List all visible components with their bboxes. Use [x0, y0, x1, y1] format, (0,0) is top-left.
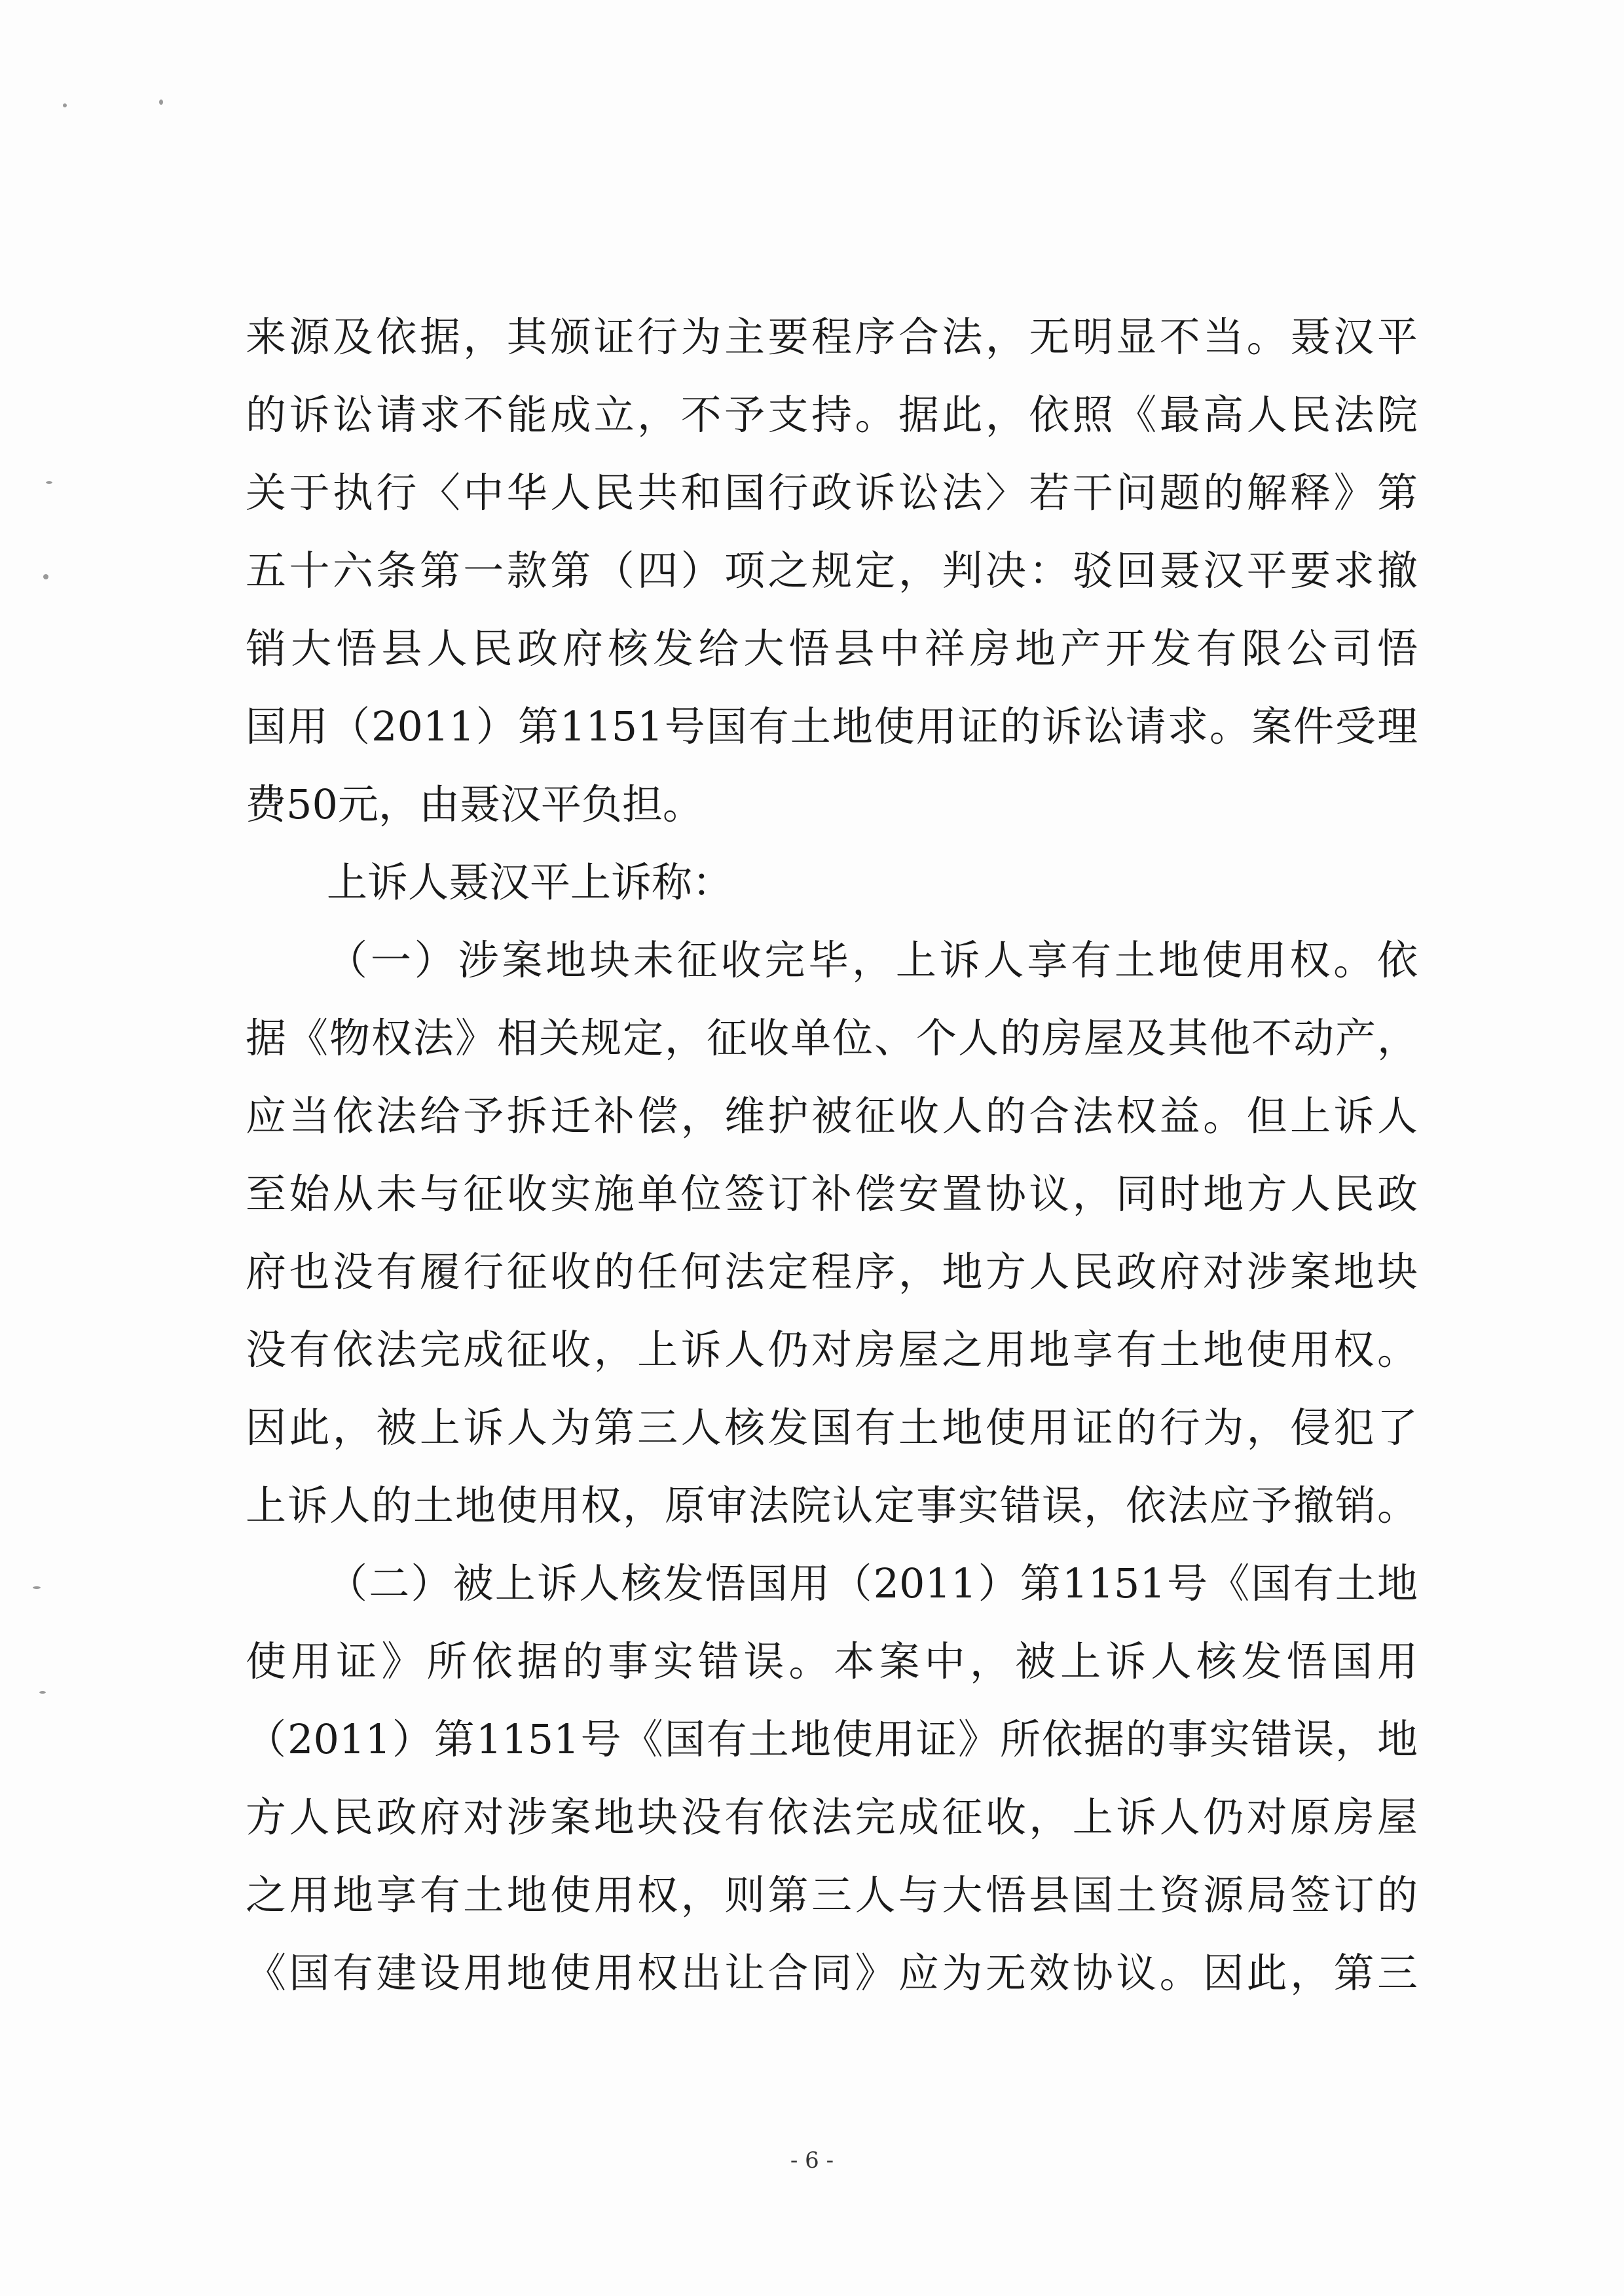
text-line: 因此，被上诉人为第三人核发国有土地使用证的行为，侵犯了	[246, 1404, 1418, 1451]
page-number: - 6 -	[790, 2147, 834, 2174]
text-line: （一）涉案地块未征收完毕，上诉人享有土地使用权。依	[327, 936, 1418, 984]
text-line: 销大悟县人民政府核发给大悟县中祥房地产开发有限公司悟	[246, 625, 1418, 672]
text-line: 关于执行〈中华人民共和国行政诉讼法〉若干问题的解释》第	[246, 469, 1418, 517]
text-line: 方人民政府对涉案地块没有依法完成征收，上诉人仍对原房屋	[246, 1793, 1418, 1841]
text-line: 《国有建设用地使用权出让合同》应为无效协议。因此，第三	[246, 1949, 1418, 1997]
text-line: 五十六条第一款第（四）项之规定，判决：驳回聂汉平要求撤	[246, 547, 1418, 594]
scan-speck	[33, 1586, 41, 1589]
text-line: （二）被上诉人核发悟国用（2011）第1151号《国有土地	[327, 1559, 1418, 1607]
text-line: 没有依法完成征收，上诉人仍对房屋之用地享有土地使用权。	[246, 1326, 1418, 1374]
text-line: 的诉讼请求不能成立，不予支持。据此，依照《最高人民法院	[246, 391, 1418, 439]
body-text	[246, 298, 1418, 2012]
text-line: 应当依法给予拆迁补偿，维护被征收人的合法权益。但上诉人	[246, 1092, 1418, 1140]
scan-speck	[46, 481, 52, 484]
text-line: 上诉人的土地使用权，原审法院认定事实错误，依法应予撤销。	[246, 1482, 1418, 1529]
scan-speck	[39, 1691, 46, 1694]
text-line: 至始从未与征收实施单位签订补偿安置协议，同时地方人民政	[246, 1170, 1418, 1218]
text-line: 国用（2011）第1151号国有土地使用证的诉讼请求。案件受理	[246, 702, 1418, 750]
text-line: 费50元，由聂汉平负担。	[246, 780, 703, 828]
scan-speck	[159, 100, 163, 105]
text-line: 来源及依据，其颁证行为主要程序合法，无明显不当。聂汉平	[246, 313, 1418, 361]
text-line: 据《物权法》相关规定，征收单位、个人的房屋及其他不动产，	[246, 1014, 1418, 1062]
scan-speck	[63, 103, 67, 107]
text-line: （2011）第1151号《国有土地使用证》所依据的事实错误，地	[246, 1715, 1418, 1763]
text-line: 使用证》所依据的事实错误。本案中，被上诉人核发悟国用	[246, 1637, 1418, 1685]
paragraph-heading: 上诉人聂汉平上诉称：	[327, 858, 733, 906]
text-line: 府也没有履行征收的任何法定程序，地方人民政府对涉案地块	[246, 1248, 1418, 1296]
scan-speck	[43, 574, 48, 579]
text-line: 之用地享有土地使用权，则第三人与大悟县国土资源局签订的	[246, 1871, 1418, 1919]
